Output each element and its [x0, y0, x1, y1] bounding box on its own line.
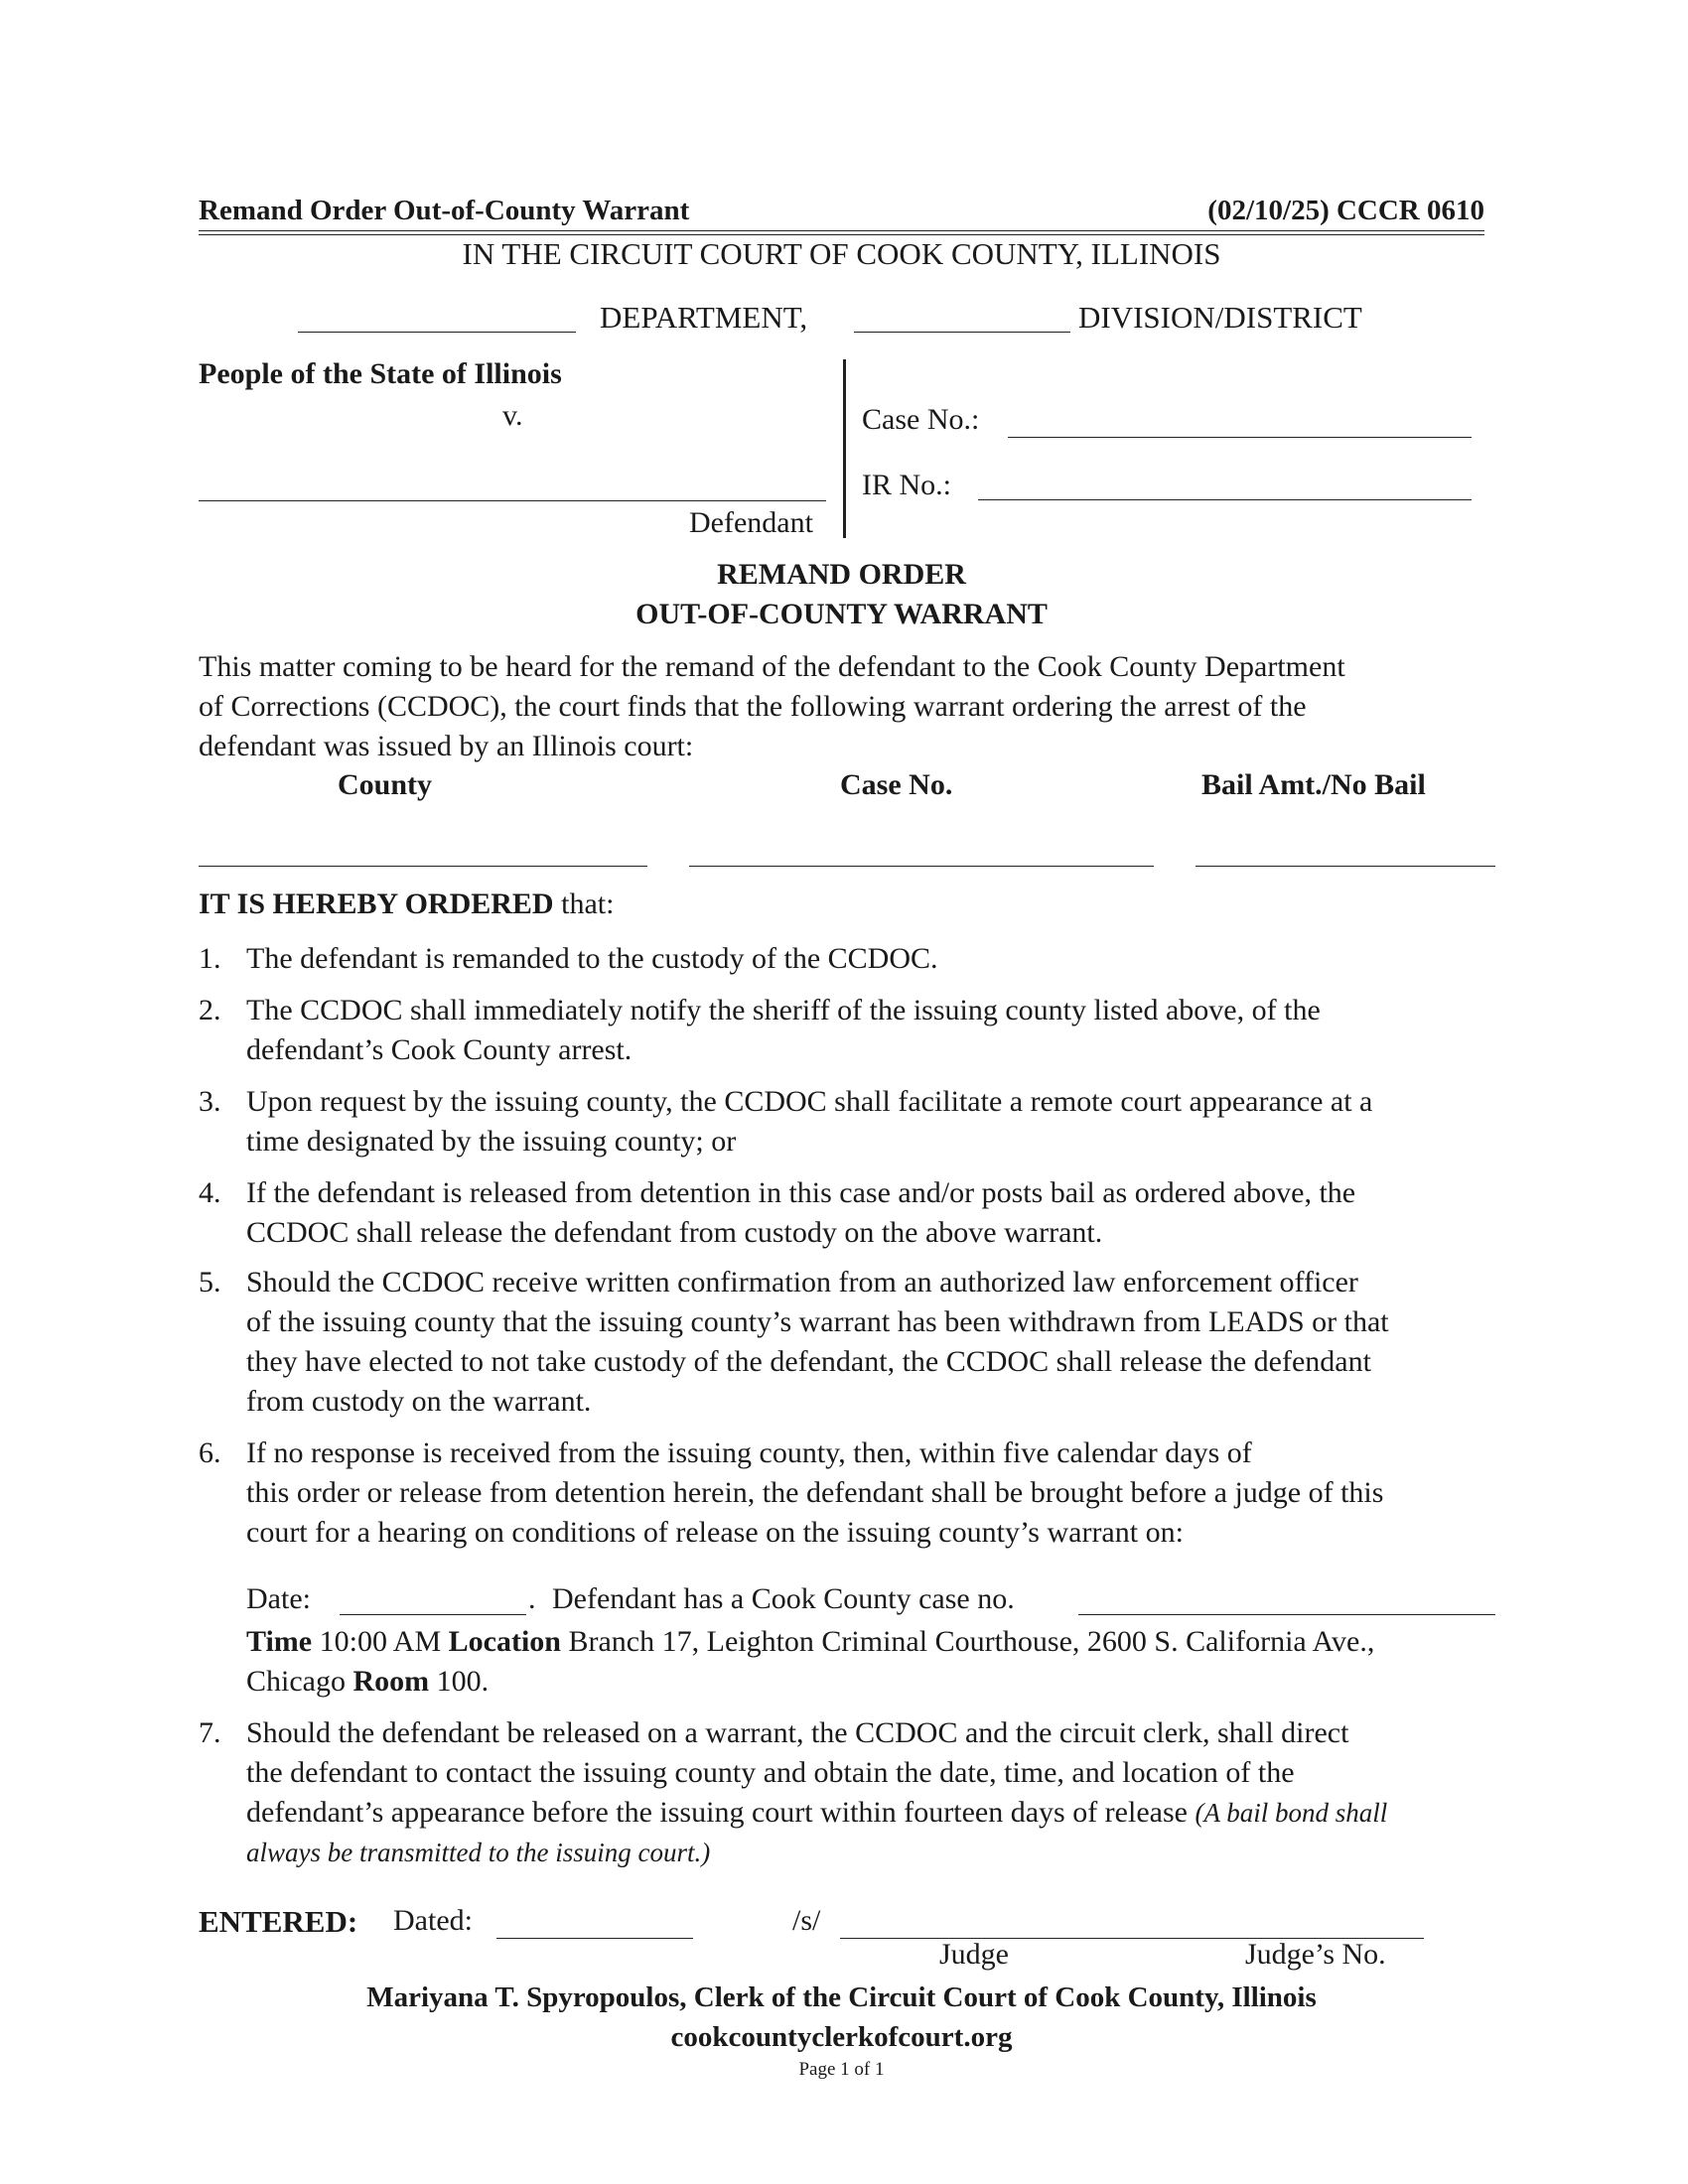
header-rule-top: [199, 230, 1484, 231]
item-number: 6.: [199, 1436, 221, 1469]
item-line: If no response is received from the issuing county, then, within five calendar days of: [246, 1436, 1252, 1469]
department-label: DEPARTMENT,: [600, 300, 808, 335]
intro-paragraph: [199, 647, 1509, 766]
item-line: defendant’s Cook County arrest.: [246, 1033, 633, 1066]
ir-no-field[interactable]: [978, 499, 1472, 500]
defendant-name-field[interactable]: [199, 500, 826, 501]
room-label: Room: [352, 1665, 430, 1698]
hearing-date-row: [246, 1582, 1497, 1622]
item-line: Should the CCDOC receive written confirmation from an authorized law enforcement officer: [246, 1266, 1358, 1298]
bail-field[interactable]: [1196, 866, 1495, 867]
time-label: Time: [246, 1625, 313, 1658]
item-line: this order or release from detention herein, the defendant shall be brought before a judge of this: [246, 1476, 1384, 1509]
item-number: 7.: [199, 1716, 221, 1749]
form-code: (02/10/25) CCCR 0610: [1207, 195, 1484, 226]
judge-label: Judge: [939, 1938, 1009, 1971]
title-line1: REMAND ORDER: [717, 558, 966, 591]
item-line-text: defendant’s appearance before the issuing court within fourteen days of release: [246, 1796, 1188, 1829]
bail-note: (A bail bond shall: [1195, 1798, 1388, 1828]
intro-line: of Corrections (CCDOC), the court finds that the following warrant ordering the arrest of the: [199, 690, 1307, 723]
department-field[interactable]: [298, 332, 576, 333]
judge-no-label: Judge’s No.: [1245, 1938, 1386, 1971]
intro-line: defendant was issued by an Illinois court:: [199, 730, 694, 762]
cook-case-label: Defendant has a Cook County case no.: [552, 1582, 1015, 1615]
location-value: Branch 17, Leighton Criminal Courthouse, 2600 S. California Ave.,: [568, 1625, 1375, 1658]
plaintiff-name: People of the State of Illinois: [199, 357, 562, 390]
s-label: /s/: [792, 1904, 821, 1937]
clerk-website[interactable]: cookcountyclerkofcourt.org: [670, 2021, 1013, 2053]
dated-label: Dated:: [393, 1904, 473, 1937]
ir-no-label: IR No.:: [862, 469, 951, 501]
item-line: from custody on the warrant.: [246, 1385, 592, 1418]
col-bail: Bail Amt./No Bail: [1201, 768, 1426, 801]
order-item-5: [199, 1263, 1499, 1422]
item-line: of the issuing county that the issuing county’s warrant has been withdrawn from LEADS or that: [246, 1305, 1389, 1338]
item-number: 2.: [199, 994, 221, 1026]
entered-label: ENTERED:: [199, 1904, 358, 1939]
hearing-date-period: .: [528, 1582, 536, 1615]
order-item-1: [199, 939, 1499, 979]
item-line: they have elected to not take custody of the defendant, the CCDOC shall release the defendant: [246, 1345, 1371, 1378]
case-no-field[interactable]: [1008, 437, 1472, 438]
intro-line: This matter coming to be heard for the remand of the defendant to the Cook County Department: [199, 650, 1345, 683]
item-line: Upon request by the issuing county, the CCDOC shall facilitate a remote court appearance at a: [246, 1085, 1373, 1118]
hearing-room: [246, 1662, 489, 1702]
court-title: IN THE CIRCUIT COURT OF COOK COUNTY, ILLINOIS: [462, 236, 1221, 271]
item-line: The defendant is remanded to the custody of the CCDOC.: [246, 942, 938, 975]
order-item-4: [199, 1173, 1499, 1253]
versus: v.: [502, 399, 523, 432]
hearing-date-field[interactable]: [340, 1614, 526, 1615]
caption-divider: [843, 359, 846, 538]
order-item-3: [199, 1082, 1499, 1161]
order-heading-rest: that:: [561, 887, 615, 920]
col-county: County: [338, 768, 433, 801]
hearing-date-label: Date:: [246, 1582, 311, 1615]
header-rule-bottom: [199, 234, 1484, 235]
defendant-label: Defendant: [689, 506, 813, 539]
item-number: 4.: [199, 1176, 221, 1209]
title-line2: OUT-OF-COUNTY WARRANT: [635, 598, 1048, 630]
division-label: DIVISION/DISTRICT: [1078, 300, 1362, 335]
item-number: 3.: [199, 1085, 221, 1118]
room-value: 100.: [436, 1665, 490, 1698]
item-line: Should the defendant be released on a warrant, the CCDOC and the circuit clerk, shall direct: [246, 1716, 1349, 1749]
entered-date-field[interactable]: [496, 1938, 693, 1939]
hearing-time-location: [246, 1622, 1497, 1662]
case-no-label: Case No.:: [862, 403, 980, 436]
cook-case-no-field[interactable]: [1078, 1614, 1495, 1615]
col-case-no: Case No.: [840, 768, 953, 801]
warrant-case-no-field[interactable]: [689, 866, 1154, 867]
clerk-name: Mariyana T. Spyropoulos, Clerk of the Circuit Court of Cook County, Illinois: [366, 1981, 1317, 2013]
item-line: the defendant to contact the issuing county and obtain the date, time, and location of the: [246, 1756, 1295, 1789]
order-item-7: [199, 1713, 1499, 1872]
form-name: Remand Order Out-of-County Warrant: [199, 195, 690, 226]
item-line: [246, 1793, 1499, 1833]
item-line: CCDOC shall release the defendant from custody on the above warrant.: [246, 1216, 1103, 1249]
bail-note-continued: always be transmitted to the issuing court.): [246, 1838, 711, 1867]
item-line: time designated by the issuing county; or: [246, 1125, 737, 1158]
item-number: 1.: [199, 942, 221, 975]
order-heading: [199, 887, 614, 921]
item-number: 5.: [199, 1266, 221, 1298]
order-heading-bold: IT IS HEREBY ORDERED: [199, 887, 554, 920]
page-number: Page 1 of 1: [798, 2059, 885, 2080]
order-item-2: [199, 991, 1499, 1070]
city: Chicago: [246, 1665, 346, 1698]
item-line: If the defendant is released from detention in this case and/or posts bail as ordered above, the: [246, 1176, 1356, 1209]
location-label: Location: [448, 1625, 561, 1658]
item-line: The CCDOC shall immediately notify the sheriff of the issuing county listed above, of the: [246, 994, 1321, 1026]
division-field[interactable]: [854, 332, 1070, 333]
item-line: court for a hearing on conditions of release on the issuing county’s warrant on:: [246, 1516, 1184, 1549]
time-value: 10:00 AM: [319, 1625, 442, 1658]
county-field[interactable]: [199, 866, 647, 867]
